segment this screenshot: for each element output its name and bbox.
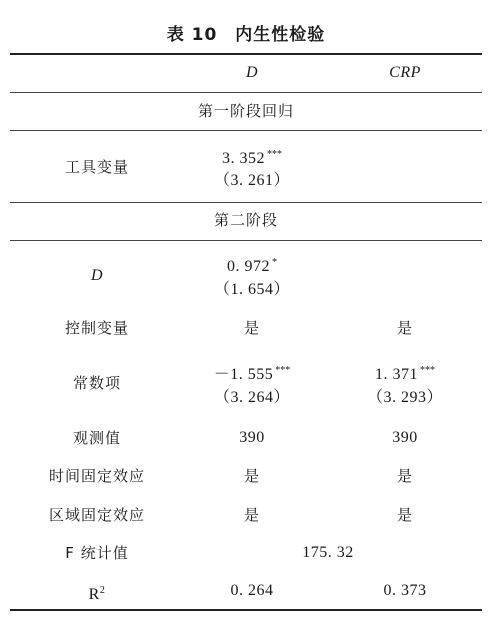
stage1-rule bbox=[10, 130, 482, 131]
controls-crp: 是 bbox=[396, 319, 414, 337]
row-label-region-fe: 区域固定效应 bbox=[48, 506, 146, 524]
time-fe-d: 是 bbox=[243, 467, 261, 485]
row-label-r2: $R^2$ bbox=[88, 585, 106, 603]
row-label-iv: 工具变量 bbox=[64, 158, 130, 176]
observations-d: 390 bbox=[239, 429, 265, 446]
region-fe-crp: 是 bbox=[396, 506, 414, 524]
controls-d: 是 bbox=[243, 319, 261, 337]
stage1-heading: 第一阶段回归 bbox=[197, 102, 295, 120]
stage2-heading: 第二阶段 bbox=[213, 211, 279, 229]
row-label-time-fe: 时间固定效应 bbox=[48, 467, 146, 485]
time-fe-crp: 是 bbox=[396, 467, 414, 485]
constant-coef-crp: 1. 371 *** bbox=[375, 365, 435, 383]
row-label-d: D bbox=[90, 267, 104, 284]
r2-d: 0. 264 bbox=[230, 582, 274, 599]
top-rule bbox=[10, 53, 482, 55]
iv-tstat-d: （3. 261） bbox=[213, 172, 291, 189]
observations-crp: 390 bbox=[392, 429, 418, 446]
f-stat-value: 175. 32 bbox=[302, 544, 354, 561]
stage2-top-rule bbox=[10, 202, 482, 203]
stage2-rule bbox=[10, 240, 482, 241]
r2-crp: 0. 373 bbox=[383, 582, 427, 599]
constant-coef-d: －1. 555 *** bbox=[213, 365, 291, 383]
row-label-controls: 控制变量 bbox=[64, 319, 130, 337]
header-col-crp: CRP bbox=[389, 64, 421, 81]
d-coef-d: 0. 972 * bbox=[227, 257, 277, 275]
header-col-d: D bbox=[245, 64, 259, 81]
constant-tstat-d: （3. 264） bbox=[213, 389, 291, 406]
row-label-observations: 观测值 bbox=[72, 429, 122, 447]
row-label-f-stat: F 统计值 bbox=[65, 544, 129, 562]
bottom-rule bbox=[10, 609, 482, 611]
row-label-constant: 常数项 bbox=[72, 374, 122, 392]
header-rule bbox=[10, 92, 482, 93]
region-fe-d: 是 bbox=[243, 506, 261, 524]
iv-coef-d: 3. 352 *** bbox=[222, 149, 282, 167]
table-title: 表 10 内生性检验 bbox=[166, 25, 326, 45]
constant-tstat-crp: （3. 293） bbox=[366, 389, 444, 406]
d-tstat-d: （1. 654） bbox=[213, 281, 291, 298]
